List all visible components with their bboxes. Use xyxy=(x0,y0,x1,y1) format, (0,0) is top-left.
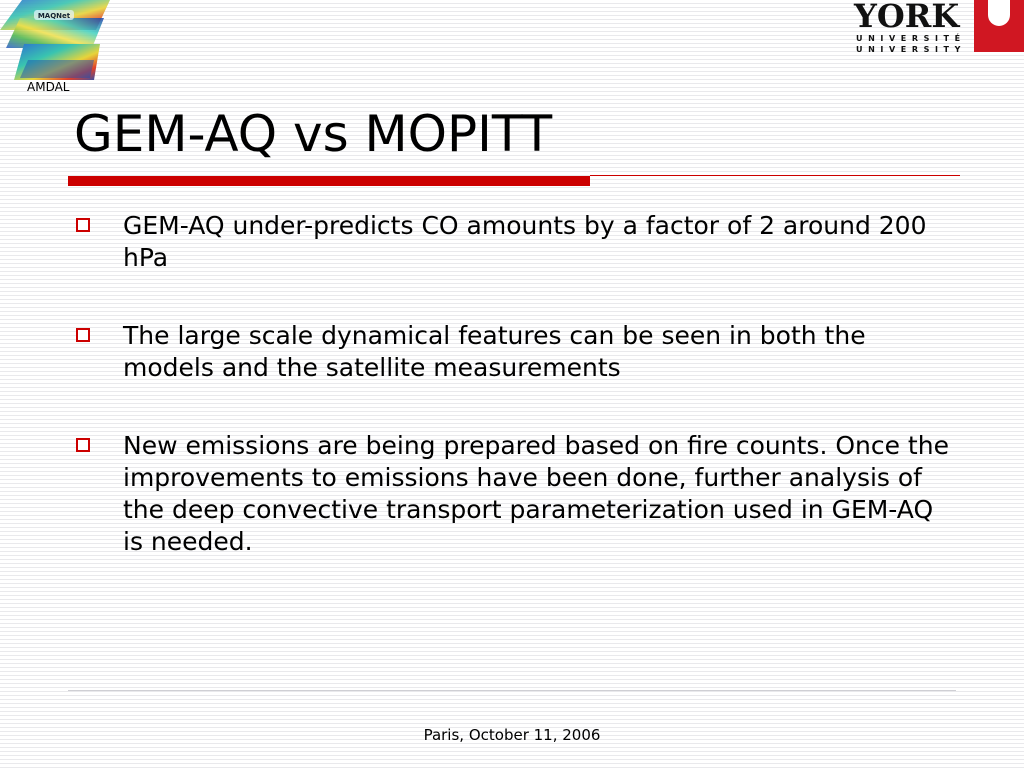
bullet-item xyxy=(74,430,954,558)
amdal-caption: AMDAL xyxy=(27,80,70,94)
slide-title: GEM-AQ vs MOPITT xyxy=(74,105,553,163)
title-underline-thin xyxy=(590,175,960,176)
york-universite-line: UNIVERSITÉ xyxy=(856,34,966,43)
maqnet-badge: MAQNet xyxy=(37,12,71,20)
square-bullet-icon xyxy=(76,218,90,232)
square-bullet-icon xyxy=(76,328,90,342)
square-bullet-icon xyxy=(76,438,90,452)
york-university-logo xyxy=(850,0,1024,56)
title-underline-thick xyxy=(68,176,590,186)
bullet-text: The large scale dynamical features can be seen in both the models and the satellite measurements xyxy=(123,321,866,382)
bullet-text: New emissions are being prepared based on fire counts. Once the improvements to emissions have been done, further analysis of the deep convective transport parameterization used in GEM-AQ is needed. xyxy=(123,431,949,556)
york-u-icon-counter xyxy=(988,0,1010,26)
york-u-icon xyxy=(974,0,1024,52)
footer-text: Paris, October 11, 2006 xyxy=(423,726,601,744)
footer-divider xyxy=(68,690,956,691)
bullet-list xyxy=(74,210,954,604)
york-wordmark: YORK xyxy=(854,0,960,35)
york-university-line: UNIVERSITY xyxy=(856,45,966,54)
bullet-text: GEM-AQ under-predicts CO amounts by a factor of 2 around 200 hPa xyxy=(123,211,927,272)
bullet-item xyxy=(74,320,954,384)
bullet-item xyxy=(74,210,954,274)
